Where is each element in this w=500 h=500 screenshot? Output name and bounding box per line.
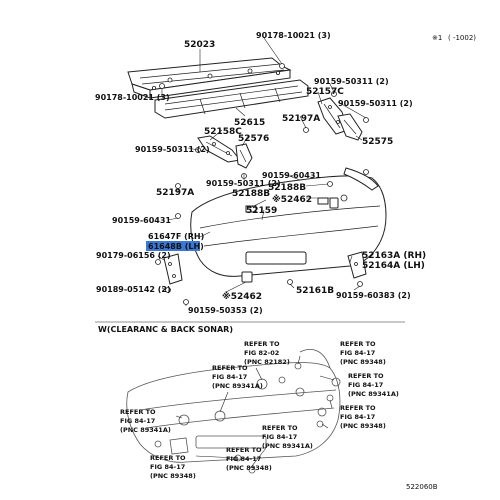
clip bbox=[280, 64, 285, 69]
ref-line: REFER TO bbox=[340, 340, 376, 348]
ref-note-bottom-left bbox=[150, 454, 196, 480]
ref-line: REFER TO bbox=[226, 446, 262, 454]
callout-52575: 52575 bbox=[362, 137, 394, 147]
ref-line: FIG 84-17 bbox=[150, 463, 186, 471]
callout-52023: 52023 bbox=[184, 40, 216, 50]
ref-line: REFER TO bbox=[244, 340, 280, 348]
callout-90189-05142: 90189-05142 (2) bbox=[96, 285, 171, 294]
ref-line: (PNC 89341A) bbox=[120, 426, 171, 434]
ref-line: FIG 84-17 bbox=[212, 373, 248, 381]
ref-line: FIG 84-17 bbox=[262, 433, 298, 441]
ref-note-mid-left bbox=[212, 364, 263, 390]
ref-line: FIG 84-17 bbox=[340, 349, 376, 357]
ref-line: FIG 84-17 bbox=[340, 413, 376, 421]
clip bbox=[176, 214, 181, 219]
callout-90159-50311-b: 90159-50311 (2) bbox=[338, 99, 413, 108]
note-mark: ※1 bbox=[432, 34, 443, 42]
inset-refs bbox=[120, 340, 399, 480]
callout-90159-60431-left: 90159-60431 bbox=[112, 216, 171, 225]
ref-line: FIG 84-17 bbox=[348, 381, 384, 389]
clip bbox=[358, 282, 363, 287]
callout-61647f-rh: 61647F (RH) bbox=[148, 232, 205, 241]
callout-52462-upper: ※52462 bbox=[272, 195, 313, 205]
ref-note-right-2 bbox=[340, 404, 386, 430]
clip bbox=[156, 260, 161, 265]
callout-52615: 52615 bbox=[234, 118, 266, 128]
callout-90159-50311-c: 90159-50311 (2) bbox=[135, 145, 210, 154]
clip bbox=[160, 84, 165, 89]
callout-52157c: 52157C bbox=[306, 87, 344, 97]
callout-90159-50353: 90159-50353 (2) bbox=[188, 306, 263, 315]
ref-line: (PNC 89348) bbox=[226, 464, 272, 472]
ref-note-bottom-center bbox=[262, 424, 313, 450]
callout-52462-lower: ※52462 bbox=[222, 292, 263, 302]
clip bbox=[184, 300, 189, 305]
ref-line: REFER TO bbox=[340, 404, 376, 412]
callout-52188b-left: 52188B bbox=[232, 189, 271, 199]
ref-note-right-1 bbox=[348, 372, 399, 398]
clip bbox=[364, 118, 369, 123]
callout-52159: 52159 bbox=[246, 206, 278, 216]
callout-90159-60431-top: 90159-60431 bbox=[262, 171, 321, 180]
ref-line: (PNC 89348) bbox=[150, 472, 196, 480]
callout-90178-10021-top: 90178-10021 (3) bbox=[256, 31, 331, 40]
callout-90179-06156: 90179-06156 (2) bbox=[96, 251, 171, 260]
callout-52158c: 52158C bbox=[204, 127, 242, 137]
clip bbox=[328, 182, 333, 187]
reflector-right bbox=[330, 198, 338, 208]
ref-line: FIG 84-17 bbox=[120, 417, 156, 425]
callout-52188b-right: 52188B bbox=[268, 183, 307, 193]
ref-line: FIG 82-02 bbox=[244, 349, 280, 357]
reflector-left bbox=[242, 272, 252, 282]
ref-line: (PNC 89348) bbox=[340, 358, 386, 366]
ref-note-top-right bbox=[340, 340, 386, 366]
callout-52161b: 52161B bbox=[296, 286, 335, 296]
callout-61648b-lh: 61648B (LH) bbox=[148, 242, 204, 251]
ref-line: REFER TO bbox=[262, 424, 298, 432]
note-text: ( -1002) bbox=[448, 34, 477, 42]
callout-90159-50311-d: 90159-50311 (2) bbox=[206, 179, 281, 188]
ref-line: REFER TO bbox=[120, 408, 156, 416]
callout-52576: 52576 bbox=[238, 134, 270, 144]
callout-90159-50311-a: 90159-50311 (2) bbox=[314, 77, 389, 86]
callout-52197a-left: 52197A bbox=[156, 188, 195, 198]
ref-line: REFER TO bbox=[150, 454, 186, 462]
callout-52164a-lh: 52164A (LH) bbox=[362, 261, 425, 271]
ref-line: (PNC 89341A) bbox=[262, 442, 313, 450]
ref-note-lower-left bbox=[120, 408, 171, 434]
callout-90178-10021-left: 90178-10021 (3) bbox=[95, 93, 170, 102]
callout-52163a-rh: 52163A (RH) bbox=[362, 251, 427, 261]
ref-line: (PNC 89341A) bbox=[348, 390, 399, 398]
figure-code: 522060B bbox=[406, 483, 438, 491]
callout-52197a-top: 52197A bbox=[282, 114, 321, 124]
inset-title: W(CLEARANC & BACK SONAR) bbox=[98, 325, 233, 334]
callout-90159-60383: 90159-60383 (2) bbox=[336, 291, 411, 300]
ref-line: REFER TO bbox=[348, 372, 384, 380]
ref-line: FIG 84-17 bbox=[226, 455, 262, 463]
clip bbox=[288, 280, 293, 285]
bracket-left-side bbox=[236, 144, 252, 168]
clip bbox=[304, 128, 309, 133]
clip bbox=[364, 170, 369, 175]
ref-line: REFER TO bbox=[212, 364, 248, 372]
ref-line: (PNC 89348) bbox=[340, 422, 386, 430]
ref-note-top-center bbox=[244, 340, 290, 366]
ref-line: (PNC 82182) bbox=[244, 358, 290, 366]
ref-line: (PNC 89341A) bbox=[212, 382, 263, 390]
